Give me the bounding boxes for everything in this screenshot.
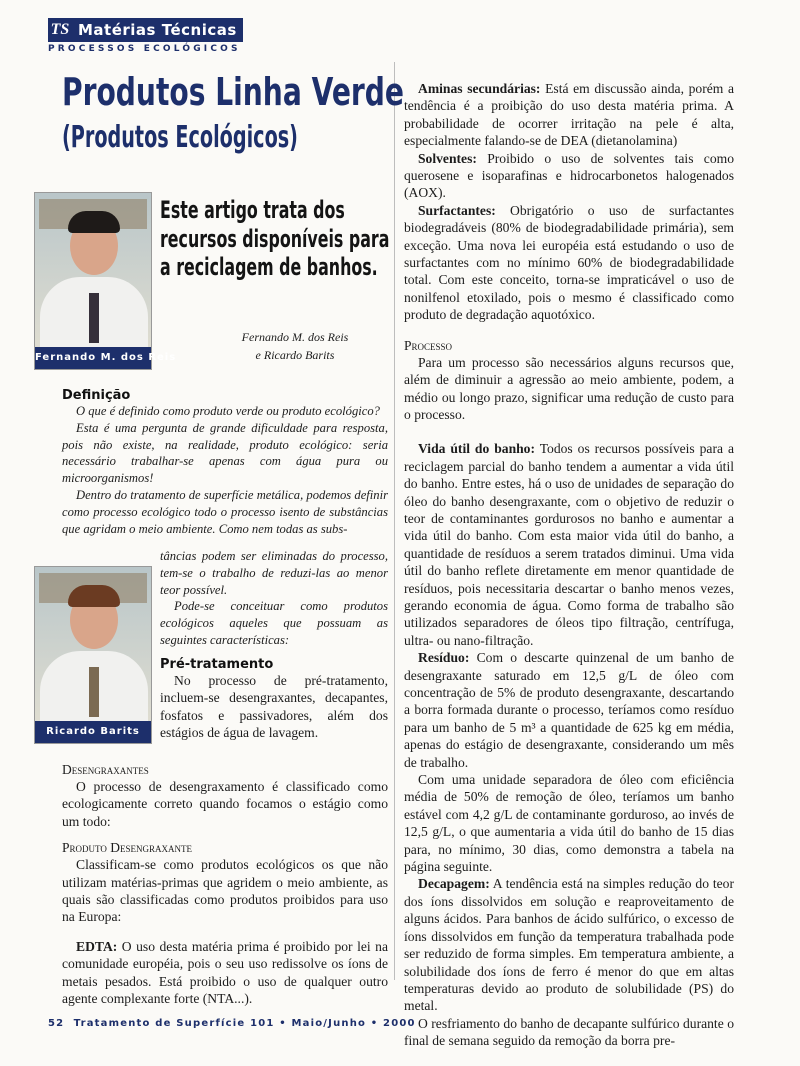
paragraph: Classificam-se como produtos ecológicos os que não utilizam matérias-primas que agridem o meio ambiente, as quais são classificadas como produtos proibidos para uso na Europa: — [62, 857, 388, 925]
paragraph: No processo de pré-tratamento, incluem-se desengraxantes, decapantes, fosfatos e passivadores, além dos estágios de água de lavagem. — [160, 672, 388, 740]
paragraph: Dentro do tratamento de superfície metálica, podemos definir como processo ecológico todo o processo isento de substâncias que agridam o meio ambiente. Como nem todas as subs- — [62, 487, 388, 536]
definition-continued — [160, 548, 388, 741]
paragraph: Com uma unidade separadora de óleo com eficiência média de 50% de remoção de óleo, teríamos um banho estável com 4,2 g/L de contaminante gorduroso, ao invés de 12,5 g/L, o que aumentaria a vida útil do banho de 15 dias para, no mínimo, 30 dias, como demonstra a tabela na página seguinte. — [404, 772, 734, 875]
paragraph: EDTA: O uso desta matéria prima é proibido por lei na comunidade européia, pois o seu uso redissolve os íons de metais pesados. Está proibido o uso de qualquer outro agente complexante forte (NTA...). — [62, 938, 388, 1007]
paragraph: O processo de desengraxamento é classificado como ecologicamente correto quando focamos o estágio como um todo: — [62, 779, 388, 829]
photo-caption: Ricardo Barits — [35, 721, 151, 743]
pretreatment-heading: Pré-tratamento — [160, 656, 274, 672]
author-photo-fernando — [34, 192, 177, 370]
paragraph: tâncias podem ser eliminadas do processo, tem-se o trabalho de reduzi-las ao menor teor possível. — [160, 549, 388, 597]
paragraph: O resfriamento do banho de decapante sulfúrico durante o final de semana seguido da remoção da borra pre- — [404, 1015, 734, 1049]
right-column — [404, 80, 734, 1050]
paragraph: Aminas secundárias: Está em discussão ainda, porém a tendência é a proibição do uso desta matéria prima. A probabilidade de ocorrer irritação na pele é alta, especialmente falando-se de DEA (dietanolamina) — [404, 81, 734, 149]
article-title: Produtos Linha Verde — [62, 70, 404, 114]
degreaser-product-heading: Produto Desengraxante — [62, 840, 192, 856]
process-heading: Processo — [404, 337, 453, 353]
paragraph: Decapagem: A tendência está na simples redução do teor dos íons dissolvidos em solução e reaproveitamento de alguns ácidos. Para banhos de ácido sulfúrico, o excesso de íons dissolvidos em função da temperatura trabalhada pode ser reduzido de forma simples. Em temperatura ambiente, a solubilidade dos íons de ferro é menor do que em altas temperaturas devido ao produto de solubilidade (PS) do metal. — [404, 876, 734, 1014]
degreaser-section — [62, 762, 388, 1007]
section-title: Matérias Técnicas — [72, 18, 243, 42]
article-lead: Este artigo trata dos recursos disponíveis para a reciclagem de banhos. — [160, 196, 390, 281]
paragraph: Esta é uma pergunta de grande dificuldade para resposta, pois não existe, na realidade, produto ecológico: seria necessário trabalhar-se apenas com água pura ou microorganismos! — [62, 420, 388, 486]
column-divider — [394, 62, 395, 980]
article-subtitle: (Produtos Ecológicos) — [62, 120, 298, 155]
paragraph: Pode-se conceituar como produtos ecológicos aqueles que possuam as seguintes características: — [160, 599, 388, 647]
magazine-logo: TS — [48, 18, 72, 42]
definition-heading: Definição — [62, 388, 131, 403]
photo-caption: Fernando M. dos Reis — [35, 347, 151, 369]
article-authors: Fernando M. dos Reis e Ricardo Barits — [241, 330, 349, 362]
author-photo-ricardo — [34, 566, 152, 744]
section-header — [48, 18, 243, 54]
degreasers-heading: Desengraxantes — [62, 762, 149, 777]
paragraph: Vida útil do banho: Todos os recursos possíveis para a reciclagem parcial do banho tendem a aumentar a vida útil do banho. Entre estes, há o uso de unidades de separação do óleo do banho desengraxante, com o objetivo de reduzir o teor de contaminantes gordurosos no banho e aumentar a vida útil do banho. Com esta maior vida útil do banho, a quantidade de resíduos a serem tratados diminui. Uma vida útil do banho reflete diretamente em menor quantidade de resíduos, pois necessitaria descartar o banho menos vezes, gerando economia de água. Como forma de trabalho são utilizados separadores de óleos tipo filtração, centrífuga, ultra- ou nano-filtração. — [404, 441, 734, 648]
section-subtitle: PROCESSOS ECOLÓGICOS — [48, 44, 241, 54]
page-footer: 52 Tratamento de Superfície 101 • Maio/Junho • 2000 — [48, 1018, 416, 1029]
paragraph: Surfactantes: Obrigatório o uso de surfactantes biodegradáveis (80% de biodegradabilidade primária), sem exceção. Uma nova lei européia está estudando o uso de surfactantes com no mínimo 60% de biodegradabilidade total. Com este conceito, torna-se impraticável o uso de nonilfenol etoxilado, pois o mesmo é classificado como produto de degradação aquotóxico. — [404, 202, 734, 323]
paragraph: Solventes: Proibido o uso de solventes tais como querosene e isoparafinas e hidrocarbonetos halogenados (AOX). — [404, 150, 734, 201]
paragraph: O que é definido como produto verde ou produto ecológico? — [76, 404, 380, 418]
paragraph: Resíduo: Com o descarte quinzenal de um banho de desengraxante saturado em 12,5 g/L de óleo com concentração de 5% de produto desengraxante, descartando a borra formada durante o processo, teríamos como resíduo para um banho de 5 m³ a quantidade de 625 kg em média, apenas do estágio de desengraxante, considerando um mês de trabalho. — [404, 650, 734, 770]
definition-section — [62, 388, 388, 537]
paragraph: Para um processo são necessários alguns recursos que, além de diminuir a agressão ao meio ambiente, podem, a médio ou longo prazo, significar uma redução de custo para o processo. — [404, 354, 734, 422]
